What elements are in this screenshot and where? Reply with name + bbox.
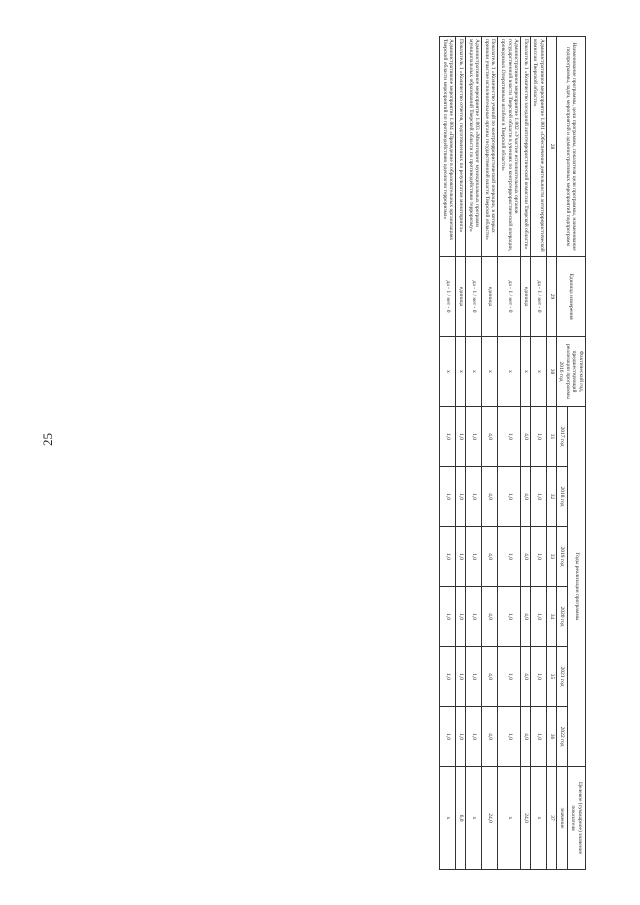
value-cell: 1,0	[440, 407, 456, 467]
value-cell: 1,0	[466, 407, 482, 467]
value-cell: 1,0	[456, 467, 466, 527]
table-row	[530, 37, 546, 870]
table-row	[498, 37, 521, 870]
value-cell: 4,0	[482, 647, 498, 707]
col-number: 32	[547, 467, 557, 527]
value-cell: 1,0	[440, 527, 456, 587]
unit-cell: да - 1 / нет - 0	[440, 257, 456, 337]
value-cell: 4,0	[482, 527, 498, 587]
value-cell: 1,0	[456, 527, 466, 587]
value-cell: 1,0	[440, 587, 456, 647]
value-cell: 1,0	[498, 647, 521, 707]
unit-cell: единица	[521, 257, 531, 337]
value-cell: 1,0	[466, 527, 482, 587]
row-name-cell: Административное мероприятие 1.002 «Участие исполнительных органов государственной власти Тверской области в учениях по контртеррористической операции, проводимых Оперативным штабом в Тверской области»	[498, 37, 521, 257]
value-cell: 1,0	[498, 527, 521, 587]
table-row	[440, 37, 456, 870]
fact-cell: х	[498, 337, 521, 407]
unit-cell: да - 1 / нет - 0	[498, 257, 521, 337]
final-cell: 24,0	[482, 767, 498, 870]
value-cell: 1,0	[498, 707, 521, 767]
final-cell: 24,0	[521, 767, 531, 870]
value-cell: 1,0	[440, 647, 456, 707]
fact-cell: х	[530, 337, 546, 407]
fact-cell: х	[466, 337, 482, 407]
value-cell: 4,0	[521, 407, 531, 467]
col-number: 30	[547, 337, 557, 407]
value-cell: 1,0	[456, 707, 466, 767]
header-year: 2019 год	[556, 527, 567, 587]
value-cell: 4,0	[521, 467, 531, 527]
value-cell: 1,0	[498, 587, 521, 647]
value-cell: 4,0	[521, 647, 531, 707]
final-cell: х	[440, 767, 456, 870]
final-cell: х	[466, 767, 482, 870]
value-cell: 4,0	[521, 707, 531, 767]
header-name: Наименование программы, цели программы, показателя цели программы, наименование подпрограммы, задач, мероприятий и административных мероприятий подпрограмм	[556, 37, 585, 257]
row-name-cell: Показатель 1 «Количество учений по контртеррористической операции, в которых принили участие исполнительные органы государственной власти Тверской области»	[482, 37, 498, 257]
header-fact: Фактический год, предшествующий реализации программы 2016 год	[556, 337, 585, 407]
col-number: 36	[547, 707, 557, 767]
page-number: 25	[40, 433, 55, 446]
value-cell: 4,0	[482, 587, 498, 647]
value-cell: 1,0	[456, 587, 466, 647]
fact-cell: х	[521, 337, 531, 407]
value-cell: 1,0	[456, 647, 466, 707]
col-number: 35	[547, 647, 557, 707]
value-cell: 1,0	[440, 467, 456, 527]
value-cell: 4,0	[482, 707, 498, 767]
header-year: 2018 год	[556, 467, 567, 527]
value-cell: 4,0	[482, 407, 498, 467]
value-cell: 1,0	[456, 407, 466, 467]
col-number: 29	[547, 257, 557, 337]
col-number: 34	[547, 587, 557, 647]
fact-cell: х	[440, 337, 456, 407]
row-name-cell: Административное мероприятие 1.001 «Обеспечение деятельности антитеррористической комиссии Тверской области»	[530, 37, 546, 257]
header-year: 2021 год	[556, 647, 567, 707]
header-unit: Единица измерения	[556, 257, 585, 337]
value-cell: 4,0	[482, 467, 498, 527]
header-years: Годы реализации программы	[567, 407, 585, 767]
fact-cell: х	[482, 337, 498, 407]
header-year: 2017 год	[556, 407, 567, 467]
value-cell: 4,0	[521, 527, 531, 587]
value-cell: 1,0	[530, 707, 546, 767]
value-cell: 4,0	[521, 587, 531, 647]
value-cell: 1,0	[530, 527, 546, 587]
program-table	[439, 36, 586, 870]
value-cell: 1,0	[466, 707, 482, 767]
value-cell: 1,0	[498, 467, 521, 527]
value-cell: 1,0	[530, 587, 546, 647]
col-number: 28	[547, 37, 557, 257]
value-cell: 1,0	[530, 647, 546, 707]
unit-cell: да - 1 / нет - 0	[466, 257, 482, 337]
header-year: 2022 год	[556, 707, 567, 767]
value-cell: 1,0	[466, 587, 482, 647]
row-name-cell: Показатель 1 «Количество отчетов, подготовленных по результатам мониторинга»	[456, 37, 466, 257]
unit-cell: да - 1 / нет - 0	[530, 257, 546, 337]
row-name-cell: Показатель 1 «Количество заседаний антитеррористической комиссии Тверской области»	[521, 37, 531, 257]
value-cell: 1,0	[530, 407, 546, 467]
table-body	[440, 37, 547, 870]
col-number: 31	[547, 407, 557, 467]
header-final: Целевое (суммарное) значение показателя	[567, 767, 585, 870]
table-row	[521, 37, 531, 870]
value-cell: 1,0	[498, 407, 521, 467]
rotated-table-sheet	[439, 36, 586, 869]
final-cell: 6,0	[456, 767, 466, 870]
value-cell: 1,0	[440, 707, 456, 767]
table-row	[456, 37, 466, 870]
table-row	[466, 37, 482, 870]
header-final-value: значение	[556, 767, 567, 870]
value-cell: 1,0	[466, 467, 482, 527]
value-cell: 1,0	[466, 647, 482, 707]
col-number: 33	[547, 527, 557, 587]
row-name-cell: Административное мероприятие 1.004 «Проведение в образовательных организациях Тверской области мероприятий по противодействию идеологии терроризма»	[440, 37, 456, 257]
final-cell: х	[530, 767, 546, 870]
unit-cell: единица	[482, 257, 498, 337]
value-cell: 1,0	[530, 467, 546, 527]
row-name-cell: Административное мероприятие 1.003 «Мониторинг муниципальных программ муниципальных образований Тверской области по противодействию терроризму»	[466, 37, 482, 257]
final-cell: х	[498, 767, 521, 870]
header-year: 2020 год	[556, 587, 567, 647]
unit-cell: единица	[456, 257, 466, 337]
col-number: 37	[547, 767, 557, 870]
table-row	[482, 37, 498, 870]
fact-cell: х	[456, 337, 466, 407]
